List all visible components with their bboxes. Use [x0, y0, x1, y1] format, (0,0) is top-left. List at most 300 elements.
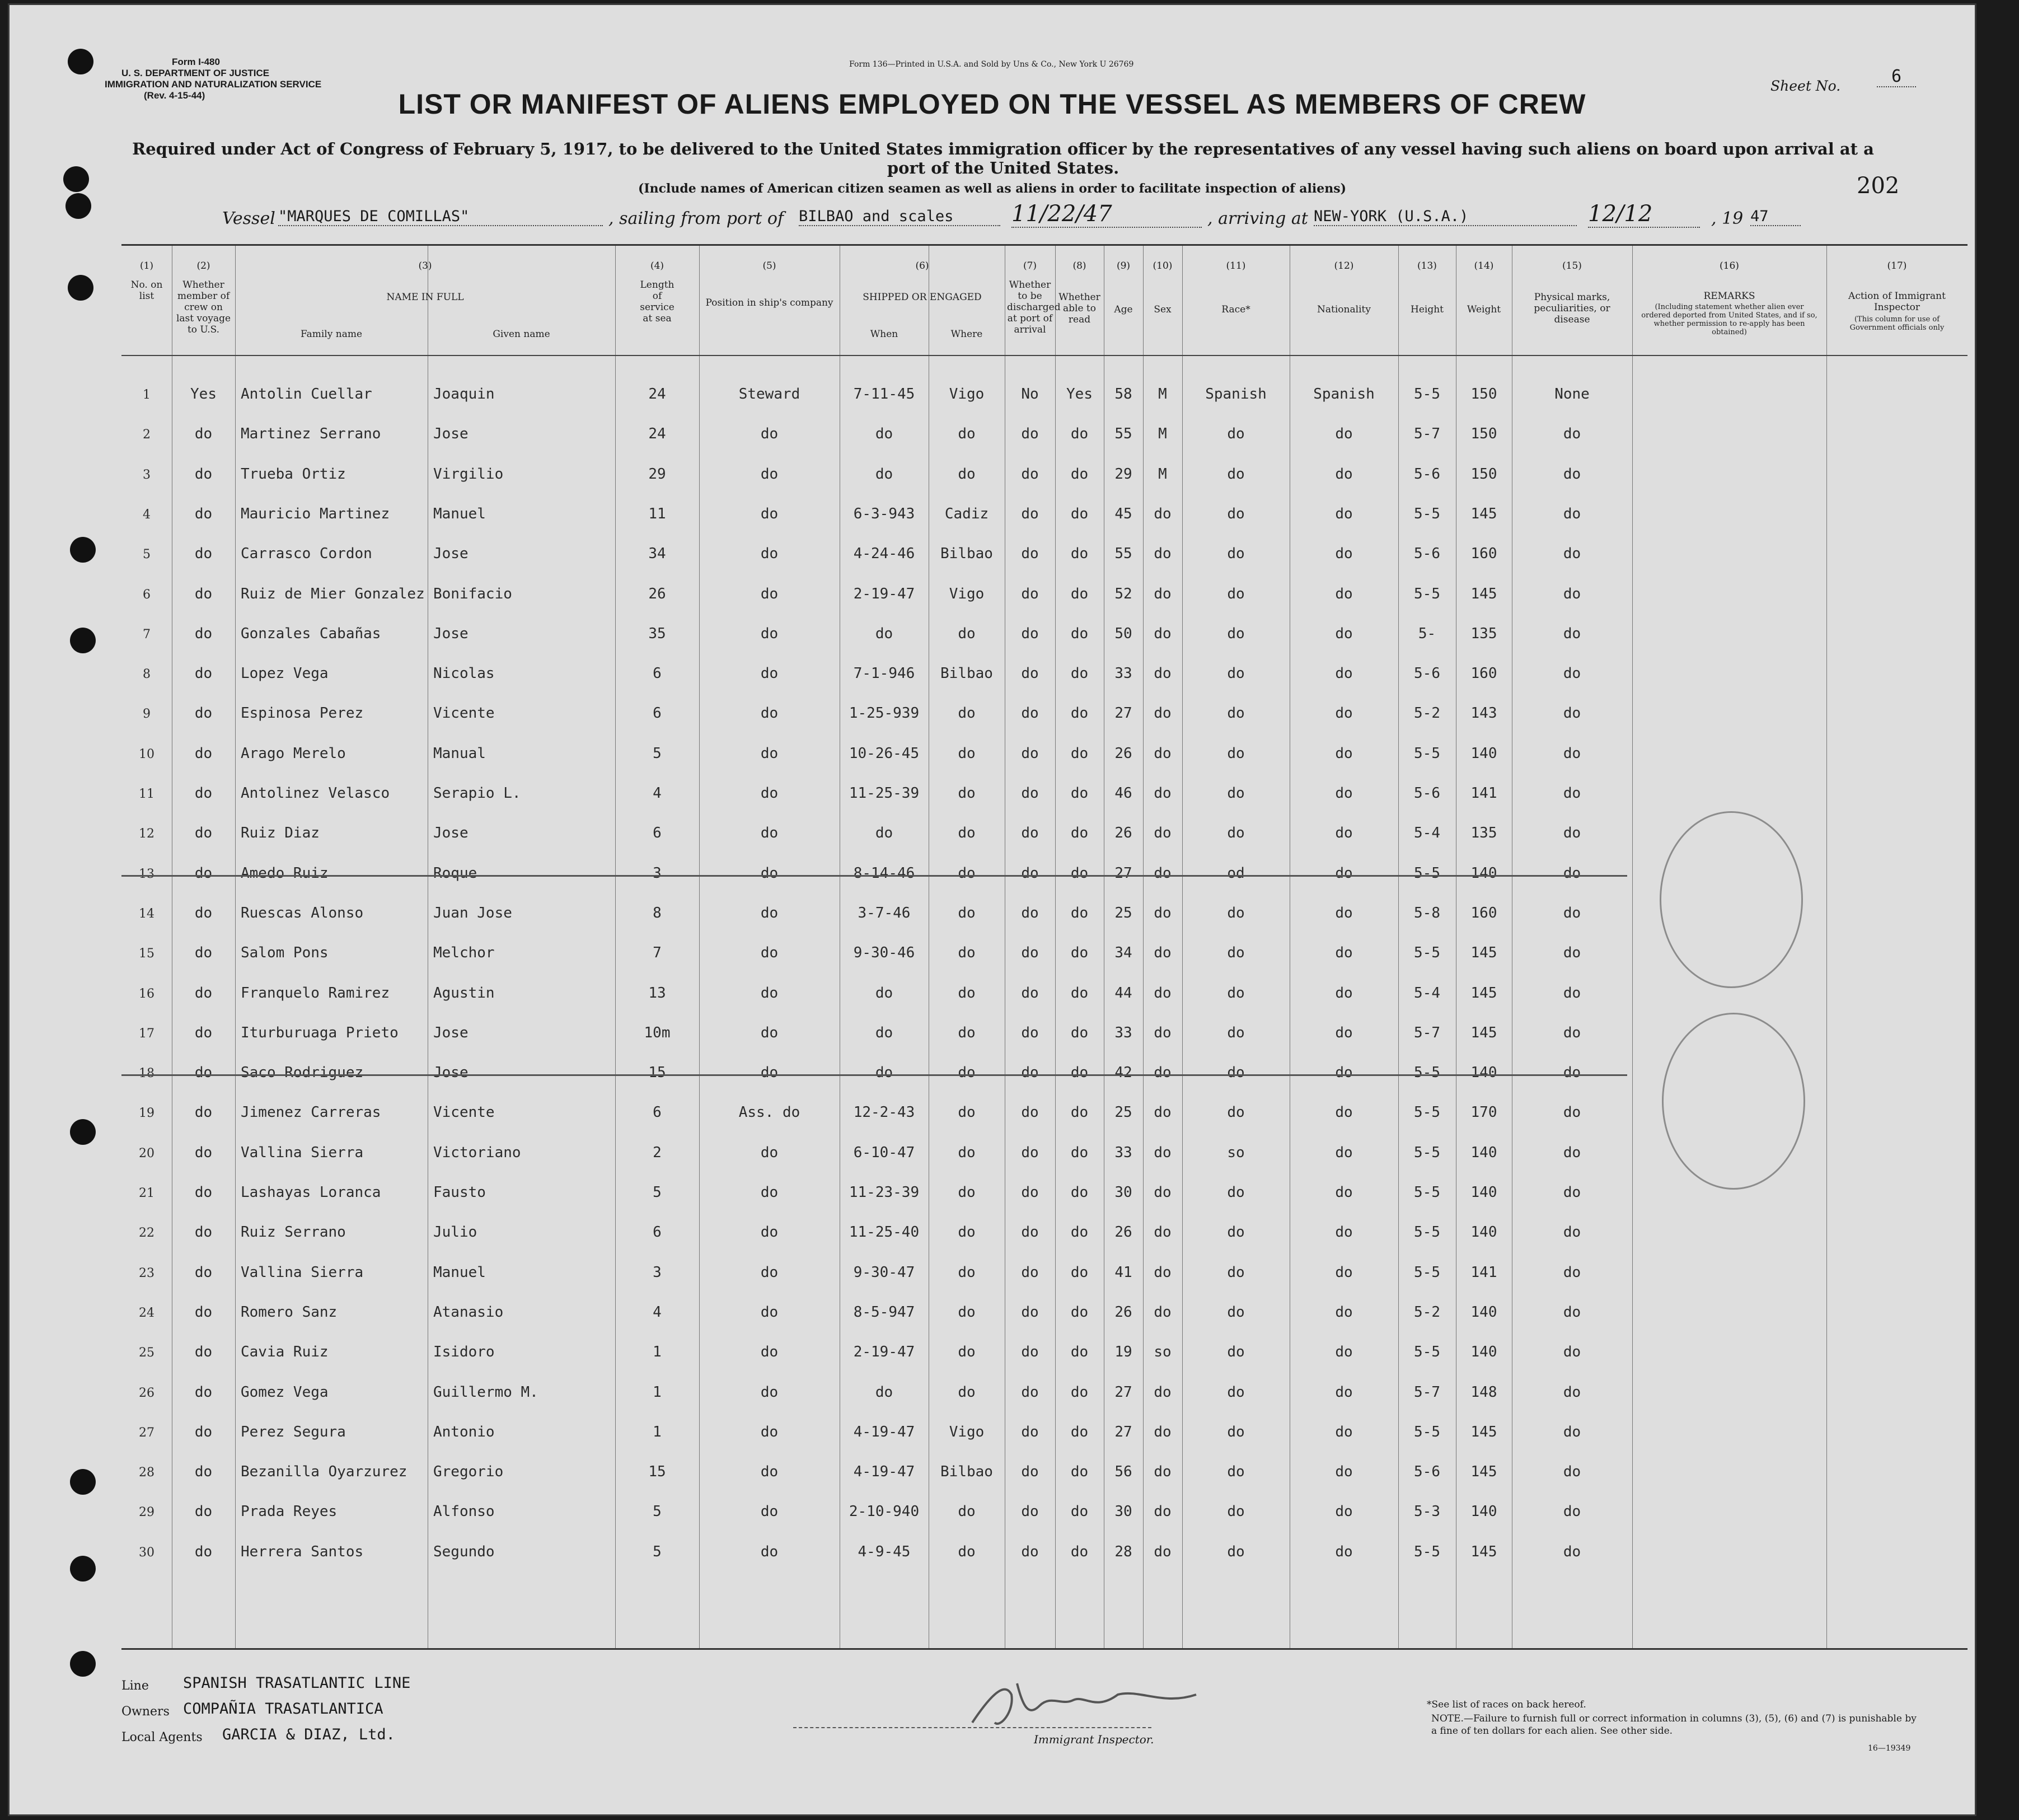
shipped-where-cell: do [958, 944, 976, 962]
weight-cell: 160 [1470, 545, 1497, 563]
age-cell: 56 [1114, 1463, 1132, 1481]
nationality-cell: do [1335, 904, 1353, 921]
sex-cell: do [1154, 944, 1172, 962]
form-revision: (Rev. 4-15-44) [144, 90, 205, 101]
col-num: (11) [1226, 260, 1246, 272]
nationality-cell: do [1335, 1264, 1353, 1281]
shipped-where-cell: Vigo [949, 1423, 985, 1440]
height-cell: 5-5 [1414, 864, 1440, 882]
col-header-length: Length of service at sea [640, 279, 674, 324]
age-cell: 29 [1114, 465, 1132, 483]
family-name-cell: Jimenez Carreras [241, 1104, 381, 1121]
read-cell: do [1070, 665, 1089, 682]
given-name-cell: Julio [433, 1224, 477, 1241]
last-voyage-cell: do [194, 1224, 213, 1241]
marks-cell: do [1563, 705, 1581, 722]
service-name: IMMIGRATION AND NATURALIZATION SERVICE [105, 79, 322, 90]
given-name-cell: Antonio [433, 1423, 495, 1440]
read-cell: do [1070, 465, 1089, 483]
service-length-cell: 6 [653, 1224, 662, 1241]
table-row [121, 376, 1968, 416]
row-number: 12 [139, 827, 154, 841]
shipped-where-cell: Vigo [949, 585, 985, 602]
position-cell: do [760, 825, 779, 842]
row-number: 4 [143, 507, 151, 522]
service-length-cell: 5 [653, 745, 662, 762]
given-name-cell: Gregorio [433, 1463, 504, 1481]
shipped-where-cell: do [958, 1303, 976, 1321]
discharge-cell: do [1021, 1104, 1039, 1121]
height-cell: 5-3 [1414, 1503, 1440, 1520]
table-row [121, 415, 1968, 456]
sex-cell: do [1154, 1184, 1172, 1201]
discharge-cell: do [1021, 505, 1039, 522]
shipped-when-cell: 4-19-47 [853, 1463, 915, 1481]
height-cell: 5-5 [1414, 585, 1440, 602]
position-cell: do [760, 1264, 779, 1281]
weight-cell: 140 [1470, 1303, 1497, 1321]
family-name-cell: Iturburuaga Prieto [241, 1024, 399, 1041]
family-name-cell: Ruescas Alonso [241, 904, 364, 921]
weight-cell: 150 [1470, 386, 1497, 403]
read-cell: do [1070, 1264, 1089, 1281]
row-number: 29 [139, 1505, 154, 1520]
service-length-cell: 35 [648, 625, 666, 642]
race-cell: do [1227, 425, 1245, 443]
position-cell: do [760, 465, 779, 483]
read-cell: do [1070, 1463, 1089, 1481]
given-name-cell: Vicente [433, 1104, 495, 1121]
shipped-where-cell: do [958, 425, 976, 443]
marks-cell: do [1563, 665, 1581, 682]
row-number: 10 [139, 747, 154, 761]
table-row [121, 576, 1968, 616]
sex-cell: do [1154, 1423, 1172, 1440]
shipped-when-cell: do [875, 425, 893, 443]
shipped-when-cell: 4-19-47 [853, 1423, 915, 1440]
inspector-signature-line [793, 1727, 1151, 1728]
last-voyage-cell: do [194, 1144, 213, 1161]
nationality-cell: do [1335, 665, 1353, 682]
sex-cell: do [1154, 505, 1172, 522]
height-cell: 5-4 [1414, 984, 1440, 1002]
table-row [121, 1493, 1968, 1533]
discharge-cell: do [1021, 1303, 1039, 1321]
age-cell: 25 [1114, 904, 1132, 921]
sex-cell: do [1154, 1224, 1172, 1241]
marks-cell: do [1563, 1144, 1581, 1161]
shipped-where-cell: Cadiz [944, 505, 989, 522]
arriving-label: , arriving at [1207, 209, 1308, 228]
height-cell: 5-4 [1414, 825, 1440, 842]
position-cell: do [760, 1463, 779, 1481]
service-length-cell: 5 [653, 1184, 662, 1201]
sex-cell: do [1154, 1064, 1172, 1082]
table-row [121, 1214, 1968, 1254]
read-cell: do [1070, 425, 1089, 443]
given-name-cell: Jose [433, 625, 469, 642]
col-num: (4) [650, 260, 664, 272]
family-name-cell: Carrasco Cordon [241, 545, 372, 563]
height-cell: 5-5 [1414, 1264, 1440, 1281]
nationality-cell: do [1335, 465, 1353, 483]
family-name-cell: Perez Segura [241, 1423, 346, 1440]
marks-cell: do [1563, 745, 1581, 762]
discharge-cell: do [1021, 864, 1039, 882]
col-header-where: Where [950, 329, 983, 340]
sex-cell: do [1154, 904, 1172, 921]
sex-cell: do [1154, 1303, 1172, 1321]
read-cell: do [1070, 825, 1089, 842]
weight-cell: 140 [1470, 1224, 1497, 1241]
race-cell: do [1227, 1303, 1245, 1321]
nationality-cell: do [1335, 1024, 1353, 1041]
service-length-cell: 4 [653, 1303, 662, 1321]
height-cell: 5-5 [1414, 1144, 1440, 1161]
last-voyage-cell: do [194, 1064, 213, 1082]
inspection-stamp [1660, 811, 1803, 988]
service-length-cell: 6 [653, 1104, 662, 1121]
age-cell: 45 [1114, 505, 1132, 522]
race-cell: do [1227, 825, 1245, 842]
shipped-when-cell: 8-5-947 [853, 1303, 915, 1321]
given-name-cell: Bonifacio [433, 585, 512, 602]
age-cell: 26 [1114, 825, 1132, 842]
age-cell: 27 [1114, 1423, 1132, 1440]
age-cell: 33 [1114, 665, 1132, 682]
family-name-cell: Ruiz Serrano [241, 1224, 346, 1241]
last-voyage-cell: do [194, 944, 213, 962]
nationality-cell: do [1335, 1383, 1353, 1401]
col-num: (2) [196, 260, 210, 272]
position-cell: do [760, 1543, 779, 1560]
row-number: 18 [139, 1066, 154, 1081]
service-length-cell: 2 [653, 1144, 662, 1161]
nationality-cell: do [1335, 1344, 1353, 1361]
discharge-cell: do [1021, 1344, 1039, 1361]
agents-label: Local Agents [121, 1730, 203, 1744]
row-number: 22 [139, 1226, 154, 1241]
race-cell: do [1227, 1264, 1245, 1281]
owners-value: COMPAÑIA TRASATLANTICA [183, 1700, 383, 1718]
row-number: 28 [139, 1466, 154, 1480]
weight-cell: 140 [1470, 745, 1497, 762]
shipped-when-cell: do [875, 984, 893, 1002]
shipped-when-cell: do [875, 465, 893, 483]
weight-cell: 135 [1470, 825, 1497, 842]
age-cell: 26 [1114, 1224, 1132, 1241]
weight-cell: 141 [1470, 785, 1497, 802]
form-number: Form I-480 [172, 57, 220, 67]
sex-cell: do [1154, 625, 1172, 642]
table-row [121, 1453, 1968, 1494]
discharge-cell: do [1021, 1224, 1039, 1241]
marks-cell: do [1563, 1184, 1581, 1201]
given-name-cell: Segundo [433, 1543, 495, 1560]
sex-cell: do [1154, 1503, 1172, 1520]
position-cell: do [760, 1383, 779, 1401]
row-number: 11 [139, 787, 154, 801]
discharge-cell: do [1021, 705, 1039, 722]
discharge-cell: No [1021, 386, 1039, 403]
service-length-cell: 11 [648, 505, 666, 522]
race-cell: do [1227, 1024, 1245, 1041]
document-title: LIST OR MANIFEST OF ALIENS EMPLOYED ON THE VESSEL AS MEMBERS OF CREW [398, 88, 1586, 120]
read-cell: do [1070, 944, 1089, 962]
height-cell: 5-6 [1414, 465, 1440, 483]
discharge-cell: do [1021, 1264, 1039, 1281]
family-name-cell: Antolin Cuellar [241, 386, 372, 403]
read-cell: do [1070, 625, 1089, 642]
crew-table [121, 244, 1968, 1650]
binder-hole [70, 1651, 96, 1677]
row-number: 5 [143, 548, 151, 562]
race-cell: do [1227, 625, 1245, 642]
weight-cell: 135 [1470, 625, 1497, 642]
marks-cell: do [1563, 785, 1581, 802]
sex-cell: M [1158, 465, 1167, 483]
marks-cell: do [1563, 984, 1581, 1002]
arrival-date: 12/12 [1588, 201, 1700, 228]
position-cell: do [760, 1144, 779, 1161]
discharge-cell: do [1021, 1064, 1039, 1082]
last-voyage-cell: do [194, 1503, 213, 1520]
table-row [121, 456, 1968, 496]
last-voyage-cell: do [194, 864, 213, 882]
line-value: SPANISH TRASATLANTIC LINE [183, 1674, 411, 1692]
last-voyage-cell: do [194, 1344, 213, 1361]
discharge-cell: do [1021, 1024, 1039, 1041]
race-cell: do [1227, 1184, 1245, 1201]
age-cell: 19 [1114, 1344, 1132, 1361]
height-cell: 5-5 [1414, 1423, 1440, 1440]
height-cell: 5-5 [1414, 1064, 1440, 1082]
col-header-remarks-note: (Including statement whether alien ever ordered deported from United States, and if so, whether permission to re-apply has been obtained) [1641, 303, 1817, 336]
shipped-when-cell: do [875, 1064, 893, 1082]
weight-cell: 150 [1470, 425, 1497, 443]
age-cell: 55 [1114, 545, 1132, 563]
race-cell: do [1227, 1344, 1245, 1361]
shipped-when-cell: 4-9-45 [858, 1543, 911, 1560]
position-cell: do [760, 745, 779, 762]
service-length-cell: 5 [653, 1543, 662, 1560]
height-cell: 5-5 [1414, 1224, 1440, 1241]
given-name-cell: Jose [433, 825, 469, 842]
service-length-cell: 6 [653, 665, 662, 682]
sex-cell: so [1154, 1344, 1172, 1361]
family-name-cell: Vallina Sierra [241, 1144, 364, 1161]
shipped-where-cell: do [958, 1224, 976, 1241]
shipped-where-cell: do [958, 1543, 976, 1560]
sex-cell: do [1154, 864, 1172, 882]
service-length-cell: 1 [653, 1344, 662, 1361]
sex-cell: do [1154, 984, 1172, 1002]
binder-hole [70, 1119, 96, 1145]
marks-cell: do [1563, 1463, 1581, 1481]
read-cell: do [1070, 984, 1089, 1002]
position-cell: do [760, 1184, 779, 1201]
height-cell: 5-5 [1414, 1543, 1440, 1560]
row-number: 7 [143, 627, 151, 642]
nationality-cell: do [1335, 1104, 1353, 1121]
vessel-name: "MARQUES DE COMILLAS" [278, 208, 603, 226]
sex-cell: do [1154, 825, 1172, 842]
service-length-cell: 15 [648, 1463, 666, 1481]
last-voyage-cell: do [194, 1463, 213, 1481]
table-row [121, 735, 1968, 775]
weight-cell: 140 [1470, 1064, 1497, 1082]
sex-cell: do [1154, 1383, 1172, 1401]
height-cell: 5-5 [1414, 1184, 1440, 1201]
marks-cell: do [1563, 465, 1581, 483]
discharge-cell: do [1021, 545, 1039, 563]
family-name-cell: Antolinez Velasco [241, 785, 390, 802]
weight-cell: 160 [1470, 904, 1497, 921]
col-header-shipped: SHIPPED OR ENGAGED [863, 292, 982, 303]
height-cell: 5-7 [1414, 425, 1440, 443]
nationality-cell: do [1335, 1144, 1353, 1161]
last-voyage-cell: do [194, 665, 213, 682]
given-name-cell: Manuel [433, 1264, 486, 1281]
departure-port: BILBAO and scales [799, 208, 1000, 226]
service-length-cell: 3 [653, 1264, 662, 1281]
nationality-cell: do [1335, 545, 1353, 563]
read-cell: do [1070, 705, 1089, 722]
race-cell: do [1227, 785, 1245, 802]
marks-cell: None [1554, 386, 1590, 403]
family-name-cell: Saco Rodriguez [241, 1064, 364, 1082]
discharge-cell: do [1021, 665, 1039, 682]
height-cell: 5-7 [1414, 1383, 1440, 1401]
row-number: 17 [139, 1026, 154, 1041]
race-cell: do [1227, 904, 1245, 921]
sex-cell: do [1154, 1024, 1172, 1041]
strikethrough-line [121, 875, 1627, 877]
nationality-cell: do [1335, 1463, 1353, 1481]
table-row [121, 1294, 1968, 1334]
table-row [121, 495, 1968, 536]
shipped-when-cell: 8-14-46 [853, 864, 915, 882]
row-number: 23 [139, 1266, 154, 1280]
last-voyage-cell: do [194, 825, 213, 842]
last-voyage-cell: do [194, 505, 213, 522]
race-cell: do [1227, 944, 1245, 962]
shipped-where-cell: do [958, 1503, 976, 1520]
table-header [121, 246, 1968, 356]
given-name-cell: Alfonso [433, 1503, 495, 1520]
sex-cell: do [1154, 785, 1172, 802]
family-name-cell: Gonzales Cabañas [241, 625, 381, 642]
print-code: 16—19349 [1868, 1744, 1911, 1753]
race-cell: do [1227, 1463, 1245, 1481]
include-note: (Include names of American citizen seamen as well as aliens in order to facilitate inspection of aliens) [638, 181, 1347, 196]
family-name-cell: Franquelo Ramirez [241, 984, 390, 1002]
row-number: 25 [139, 1346, 154, 1360]
read-cell: do [1070, 904, 1089, 921]
position-cell: do [760, 944, 779, 962]
marks-cell: do [1563, 1423, 1581, 1440]
position-cell: do [760, 904, 779, 921]
row-number: 9 [143, 707, 151, 722]
row-number: 26 [139, 1386, 154, 1400]
given-name-cell: Melchor [433, 944, 495, 962]
height-cell: 5-5 [1414, 745, 1440, 762]
shipped-when-cell: 6-10-47 [853, 1144, 915, 1161]
col-num: (8) [1072, 260, 1086, 272]
year-label: , 19 [1711, 209, 1744, 228]
shipped-where-cell: Bilbao [940, 665, 993, 682]
discharge-cell: do [1021, 1463, 1039, 1481]
last-voyage-cell: do [194, 745, 213, 762]
shipped-where-cell: Vigo [949, 386, 985, 403]
race-cell: do [1227, 705, 1245, 722]
service-length-cell: 34 [648, 545, 666, 563]
last-voyage-cell: do [194, 1423, 213, 1440]
weight-cell: 145 [1470, 1463, 1497, 1481]
service-length-cell: 15 [648, 1064, 666, 1082]
row-number: 6 [143, 587, 151, 602]
line-label: Line [121, 1679, 149, 1693]
binder-hole [68, 275, 93, 301]
height-cell: 5-2 [1414, 1303, 1440, 1321]
binder-hole [68, 49, 93, 74]
weight-cell: 140 [1470, 1503, 1497, 1520]
shipped-where-cell: do [958, 705, 976, 722]
read-cell: do [1070, 1224, 1089, 1241]
legal-requirement: Required under Act of Congress of February 5, 1917, to be delivered to the United States immigration officer by the representatives of any vessel having such aliens on board upon arrival at a port of the United States. [132, 139, 1874, 177]
family-name-cell: Gomez Vega [241, 1383, 329, 1401]
weight-cell: 170 [1470, 1104, 1497, 1121]
given-name-cell: Manuel [433, 505, 486, 522]
shipped-when-cell: 11-23-39 [849, 1184, 920, 1201]
shipped-when-cell: do [875, 825, 893, 842]
family-name-cell: Amedo Ruiz [241, 864, 329, 882]
table-row [121, 695, 1968, 735]
age-cell: 30 [1114, 1503, 1132, 1520]
row-number: 27 [139, 1425, 154, 1440]
table-row [121, 1254, 1968, 1294]
weight-cell: 145 [1470, 984, 1497, 1002]
last-voyage-cell: do [194, 984, 213, 1002]
weight-cell: 143 [1470, 705, 1497, 722]
discharge-cell: do [1021, 944, 1039, 962]
height-cell: 5-6 [1414, 1463, 1440, 1481]
table-row [121, 615, 1968, 656]
weight-cell: 140 [1470, 864, 1497, 882]
service-length-cell: 29 [648, 465, 666, 483]
binder-hole [70, 628, 96, 653]
nationality-cell: do [1335, 585, 1353, 602]
discharge-cell: do [1021, 1184, 1039, 1201]
marks-cell: do [1563, 904, 1581, 921]
binder-hole [70, 1469, 96, 1495]
height-cell: 5-6 [1414, 545, 1440, 563]
given-name-cell: Jose [433, 545, 469, 563]
shipped-where-cell: do [958, 1144, 976, 1161]
penalty-note: NOTE.—Failure to furnish full or correct information in columns (3), (5), (6) and (7) is punishable by a fine of ten dollars for each alien. See other side. [1431, 1713, 1917, 1737]
weight-cell: 145 [1470, 1543, 1497, 1560]
nationality-cell: do [1335, 1184, 1353, 1201]
arrival-port: NEW-YORK (U.S.A.) [1314, 208, 1577, 226]
height-cell: 5-5 [1414, 944, 1440, 962]
nationality-cell: do [1335, 1224, 1353, 1241]
col-num: (12) [1334, 260, 1354, 272]
last-voyage-cell: do [194, 1104, 213, 1121]
marks-cell: do [1563, 1543, 1581, 1560]
shipped-when-cell: 1-25-939 [849, 705, 920, 722]
weight-cell: 141 [1470, 1264, 1497, 1281]
table-row [121, 655, 1968, 695]
